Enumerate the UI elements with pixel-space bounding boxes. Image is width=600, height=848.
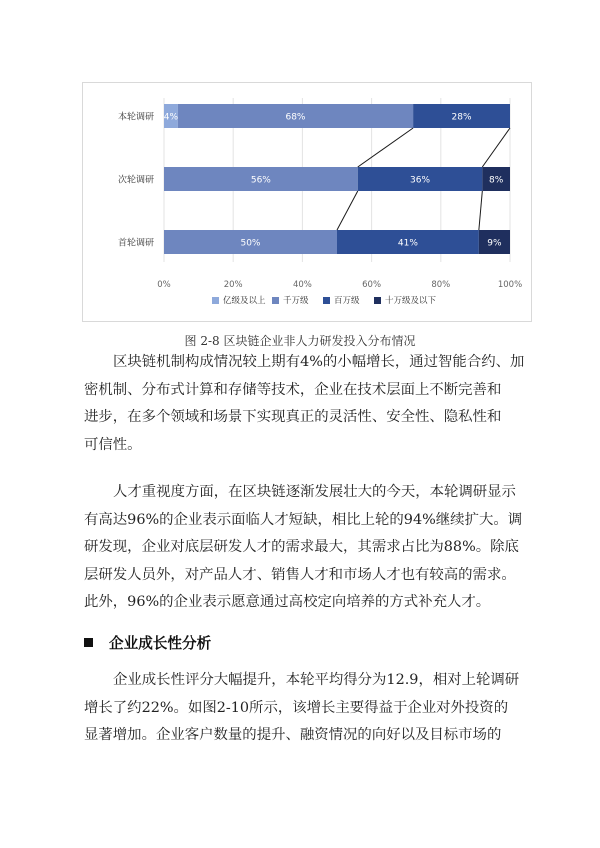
legend-label: 百万级 xyxy=(334,296,360,306)
x-tick-label: 20% xyxy=(223,280,243,290)
connector-line xyxy=(482,128,510,167)
para-line: 区块链机制构成情况较上期有4%的小幅增长，通过智能合约、加 xyxy=(113,354,525,370)
category-label: 首轮调研 xyxy=(117,238,154,249)
para-line: 企业成长性评分大幅提升，本轮平均得分为12.9，相对上轮调研 xyxy=(113,672,520,688)
data-label: 41% xyxy=(397,238,418,249)
paragraph-talent xyxy=(84,479,523,617)
connector-line xyxy=(337,191,358,230)
para-line: 可信性。 xyxy=(84,436,142,453)
stacked-bar-chart xyxy=(82,82,532,322)
legend-label: 亿级及以上 xyxy=(223,296,266,306)
para-line: 研发现，企业对底层研发人才的需求最大，其需求占比为88%。除底 xyxy=(84,539,519,556)
para-line: 增长了约22%。如图2-10所示，该增长主要得益于企业对外投资的 xyxy=(84,699,509,716)
para-line: 人才重视度方面，在区块链逐渐发展壮大的今天，本轮调研显示 xyxy=(113,484,516,500)
x-tick-label: 40% xyxy=(292,280,312,290)
para-line: 进步，在多个领域和场景下实现真正的灵活性、安全性、隐私性和 xyxy=(84,409,502,426)
category-label: 次轮调研 xyxy=(117,175,154,186)
data-label: 9% xyxy=(487,238,502,249)
connector-line xyxy=(358,128,413,167)
x-tick-label: 80% xyxy=(431,280,451,290)
data-label: 4% xyxy=(163,112,179,123)
section-heading xyxy=(84,632,211,653)
para-line: 层研发人员外，对产品人才、销售人才和市场人才也有较高的需求。 xyxy=(84,566,516,583)
data-label: 50% xyxy=(240,238,261,249)
para-line: 密机制、分布式计算和存储等技术，企业在技术层面上不断完善和 xyxy=(84,381,502,398)
legend-label: 十万级及以下 xyxy=(385,296,437,306)
figure-caption: 图 2-8 区块链企业非人力研发投入分布情况 xyxy=(184,334,416,348)
paragraph-growth xyxy=(84,667,520,750)
category-label: 本轮调研 xyxy=(117,112,154,123)
legend-swatch xyxy=(374,297,381,304)
section-title: 企业成长性分析 xyxy=(109,635,212,652)
para-line: 显著增加。企业客户数量的提升、融资情况的向好以及目标市场的 xyxy=(84,727,502,744)
legend-swatch xyxy=(323,297,330,304)
x-tick-label: 100% xyxy=(497,280,523,290)
square-bullet-icon xyxy=(84,638,93,647)
legend-swatch xyxy=(272,297,279,304)
para-line: 有高达96%的企业表示面临人才短缺，相比上轮的94%继续扩大。调 xyxy=(84,511,523,528)
data-label: 28% xyxy=(451,112,472,123)
legend-label: 千万级 xyxy=(283,296,309,306)
data-label: 36% xyxy=(410,175,431,186)
data-label: 8% xyxy=(489,175,504,186)
legend-swatch xyxy=(212,297,219,304)
x-tick-label: 60% xyxy=(362,280,382,290)
paragraph-blockchain-mechanism xyxy=(84,349,525,459)
data-label: 56% xyxy=(250,175,271,186)
para-line: 此外，96%的企业表示愿意通过高校定向培养的方式补充人才。 xyxy=(84,594,491,611)
connector-line xyxy=(479,191,482,230)
data-label: 68% xyxy=(285,112,306,123)
x-tick-label: 0% xyxy=(157,280,171,290)
